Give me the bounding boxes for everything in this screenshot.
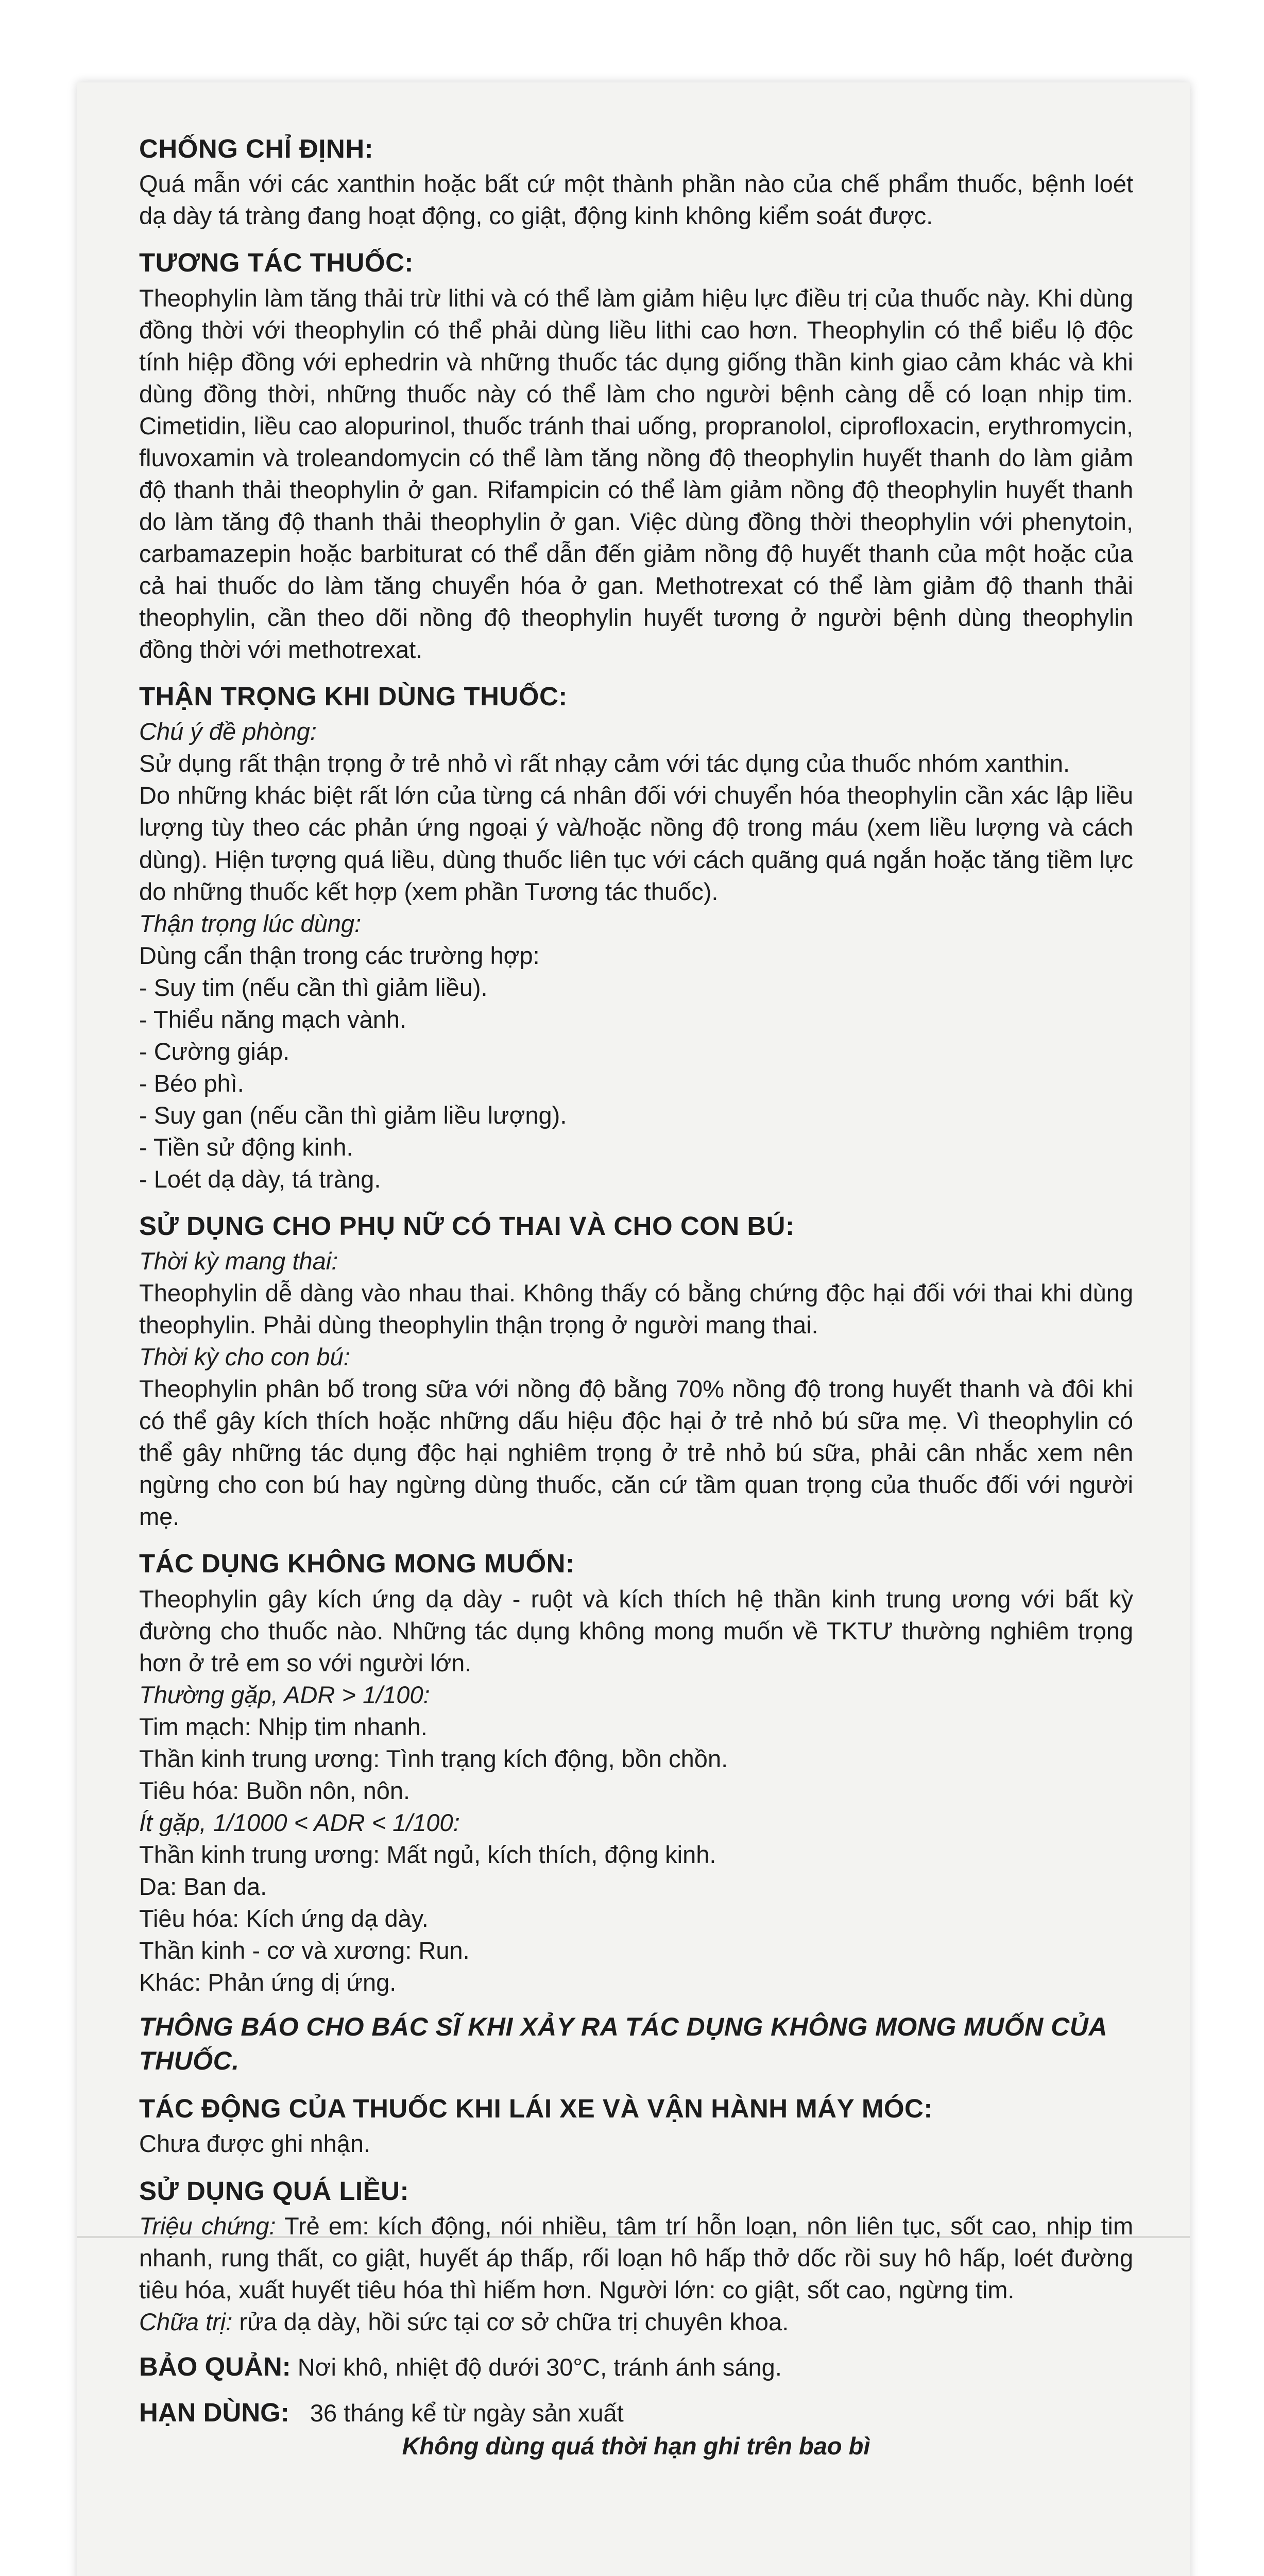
side-effects-text: Theophylin gây kích ứng dạ dày - ruột và kích thích hệ thần kinh trung ương với bất kỳ đường cho thuốc nào. Những tác dụng không mong muốn về TKTƯ thường nghiêm trọng hơn ở trẻ em so với người lớn.	[139, 1585, 1133, 1676]
precautions-paragraph-2: Do những khác biệt rất lớn của từng cá nhân đối với chuyển hóa theophylin cần xác lập liều lượng tùy theo các phản ứng ngoại ý và/hoặc nồng độ trong máu (xem liều lượng và cách dùng). Hiện tượng quá liều, dùng thuốc liên tục với cách quãng quá ngắn hoặc tăng tiềm lực do những thuốc kết hợp (xem phần Tương tác thuốc).	[139, 782, 1133, 905]
list-item: - Suy tim (nếu cần thì giảm liều).	[139, 973, 488, 1001]
lactation-text: Theophylin phân bố trong sữa với nồng độ bằng 70% nồng độ trong huyết thanh và đôi khi có thể gây kích thích hoặc những dấu hiệu độc hại ở trẻ nhỏ bú sữa mẹ. Vì theophylin có thể gây những tác dụng độc hại nghiêm trọng ở trẻ nhỏ bú sữa, phải cân nhắc xem nên ngừng cho con bú hay ngừng dùng thuốc, căn cứ tầm quan trọng của thuốc đối với người mẹ.	[139, 1375, 1133, 1531]
precautions-subheading-usage: Thận trọng lúc dùng:	[139, 909, 362, 937]
overdose-symptoms	[139, 2210, 1133, 2306]
lactation-subheading: Thời kỳ cho con bú:	[139, 1343, 350, 1371]
expiry-label: HẠN DÙNG:	[139, 2398, 289, 2428]
pregnancy-text: Theophylin dễ dàng vào nhau thai. Không thấy có bằng chứng độc hại đối với thai khi dùng theophylin. Phải dùng theophylin thận trọng ở người mang thai.	[139, 1279, 1133, 1339]
expiry-text: 36 tháng kể từ ngày sản xuất	[310, 2399, 624, 2427]
overdose-heading: SỬ DỤNG QUÁ LIỀU:	[139, 2176, 409, 2206]
leaflet-content	[139, 131, 1133, 2467]
list-item: - Thiểu năng mạch vành.	[139, 1005, 407, 1033]
common-effects-subheading: Thường gặp, ADR > 1/100:	[139, 1681, 430, 1708]
list-item: Khác: Phản ứng dị ứng.	[139, 1969, 397, 1996]
side-effects-heading: TÁC DỤNG KHÔNG MONG MUỐN:	[139, 1549, 575, 1579]
interactions-text: Theophylin làm tăng thải trừ lithi và có thể làm giảm hiệu lực điều trị của thuốc này. Khi dùng đồng thời với theophylin có thể phải dùng liều lithi cao hơn. Theophylin có thể biểu lộ độc tính hiệp đồng với ephedrin và những thuốc tác dụng giống thần kinh giao cảm khác và khi dùng đồng thời, những thuốc này có thể làm cho người bệnh càng dễ có loạn nhịp tim. Cimetidin, liều cao alopurinol, thuốc tránh thai uống, propranolol, ciprofloxacin, erythromycin, fluvoxamin và troleandomycin có thể làm tăng nồng độ theophylin huyết thanh do làm giảm độ thanh thải theophylin ở gan. Rifampicin có thể làm giảm nồng độ theophylin huyết thanh do làm tăng độ thanh thải theophylin ở gan. Việc dùng đồng thời theophylin với phenytoin, carbamazepin hoặc barbiturat có thể dẫn đến giảm nồng độ huyết thanh của một hoặc của cả hai thuốc do làm tăng chuyển hóa ở gan. Methotrexat có thể làm giảm độ thanh thải theophylin, cần theo dõi nồng độ theophylin huyết tương ở người bệnh dùng theophylin đồng thời với methotrexat.	[139, 284, 1133, 664]
precautions-heading: THẬN TRỌNG KHI DÙNG THUỐC:	[139, 682, 568, 711]
rare-effects-subheading: Ít gặp, 1/1000 < ADR < 1/100:	[139, 1808, 460, 1836]
interactions-heading: TƯƠNG TÁC THUỐC:	[139, 248, 414, 278]
storage-label: BẢO QUẢN:	[139, 2351, 291, 2381]
expiry-line	[139, 2395, 1133, 2430]
pregnancy-subheading: Thời kỳ mang thai:	[139, 1247, 338, 1275]
list-item: Tiêu hóa: Buồn nôn, nôn.	[139, 1776, 411, 1804]
overdose-treatment	[139, 2306, 1133, 2338]
list-item: Thần kinh trung ương: Tình trạng kích động, bồn chồn.	[139, 1744, 728, 1772]
list-item: Tim mạch: Nhịp tim nhanh.	[139, 1713, 428, 1740]
treatment-text: rửa dạ dày, hồi sức tại cơ sở chữa trị chuyên khoa.	[232, 2308, 789, 2335]
list-item: - Béo phì.	[139, 1069, 244, 1097]
list-item: Thần kinh trung ương: Mất ngủ, kích thích, động kinh.	[139, 1841, 716, 1868]
storage-line	[139, 2349, 1133, 2384]
precautions-subheading-warnings: Chú ý đề phòng:	[139, 718, 317, 745]
report-notice: THÔNG BÁO CHO BÁC SĨ KHI XẢY RA TÁC DỤNG KHÔNG MONG MUỐN CỦA THUỐC.	[139, 2012, 1107, 2076]
list-item: Da: Ban da.	[139, 1873, 267, 1901]
precautions-paragraph-3: Dùng cẩn thận trong các trường hợp:	[139, 941, 540, 969]
storage-text: Nơi khô, nhiệt độ dưới 30°C, tránh ánh sáng.	[291, 2353, 782, 2381]
pregnancy-heading: SỬ DỤNG CHO PHỤ NỮ CÓ THAI VÀ CHO CON BÚ:	[139, 1211, 795, 1241]
list-item: Tiêu hóa: Kích ứng dạ dày.	[139, 1905, 429, 1933]
contraindications-heading: CHỐNG CHỈ ĐỊNH:	[139, 134, 374, 163]
treatment-label: Chữa trị:	[139, 2308, 233, 2335]
list-item: - Tiền sử động kinh.	[139, 1133, 353, 1161]
symptoms-label: Triệu chứng:	[139, 2212, 276, 2240]
list-item: - Loét dạ dày, tá tràng.	[139, 1165, 381, 1193]
driving-text: Chưa được ghi nhận.	[139, 2130, 371, 2158]
driving-heading: TÁC ĐỘNG CỦA THUỐC KHI LÁI XE VÀ VẬN HÀNH MÁY MÓC:	[139, 2094, 933, 2124]
leaflet-sheet	[77, 82, 1190, 2576]
expiry-note: Không dùng quá thời hạn ghi trên bao bì	[402, 2432, 870, 2460]
contraindications-text: Quá mẫn với các xanthin hoặc bất cứ một thành phần nào của chế phẩm thuốc, bệnh loét dạ dày tá tràng đang hoạt động, co giật, động kinh không kiểm soát được.	[139, 170, 1133, 230]
precautions-paragraph-1: Sử dụng rất thận trọng ở trẻ nhỏ vì rất nhạy cảm với tác dụng của thuốc nhóm xanthin.	[139, 750, 1070, 777]
list-item: Thần kinh - cơ và xương: Run.	[139, 1937, 470, 1964]
symptoms-text: Trẻ em: kích động, nói nhiều, tâm trí hỗn loạn, nôn liên tục, sốt cao, nhịp tim nhanh, rung thất, co giật, huyết áp thấp, rối loạn hô hấp thở dốc rồi suy hô hấp, loét đường tiêu hóa, xuất huyết tiêu hóa thì hiếm hơn. Người lớn: co giật, sốt cao, ngừng tim.	[139, 2212, 1133, 2303]
list-item: - Suy gan (nếu cần thì giảm liều lượng).	[139, 1101, 567, 1129]
list-item: - Cường giáp.	[139, 1037, 290, 1065]
